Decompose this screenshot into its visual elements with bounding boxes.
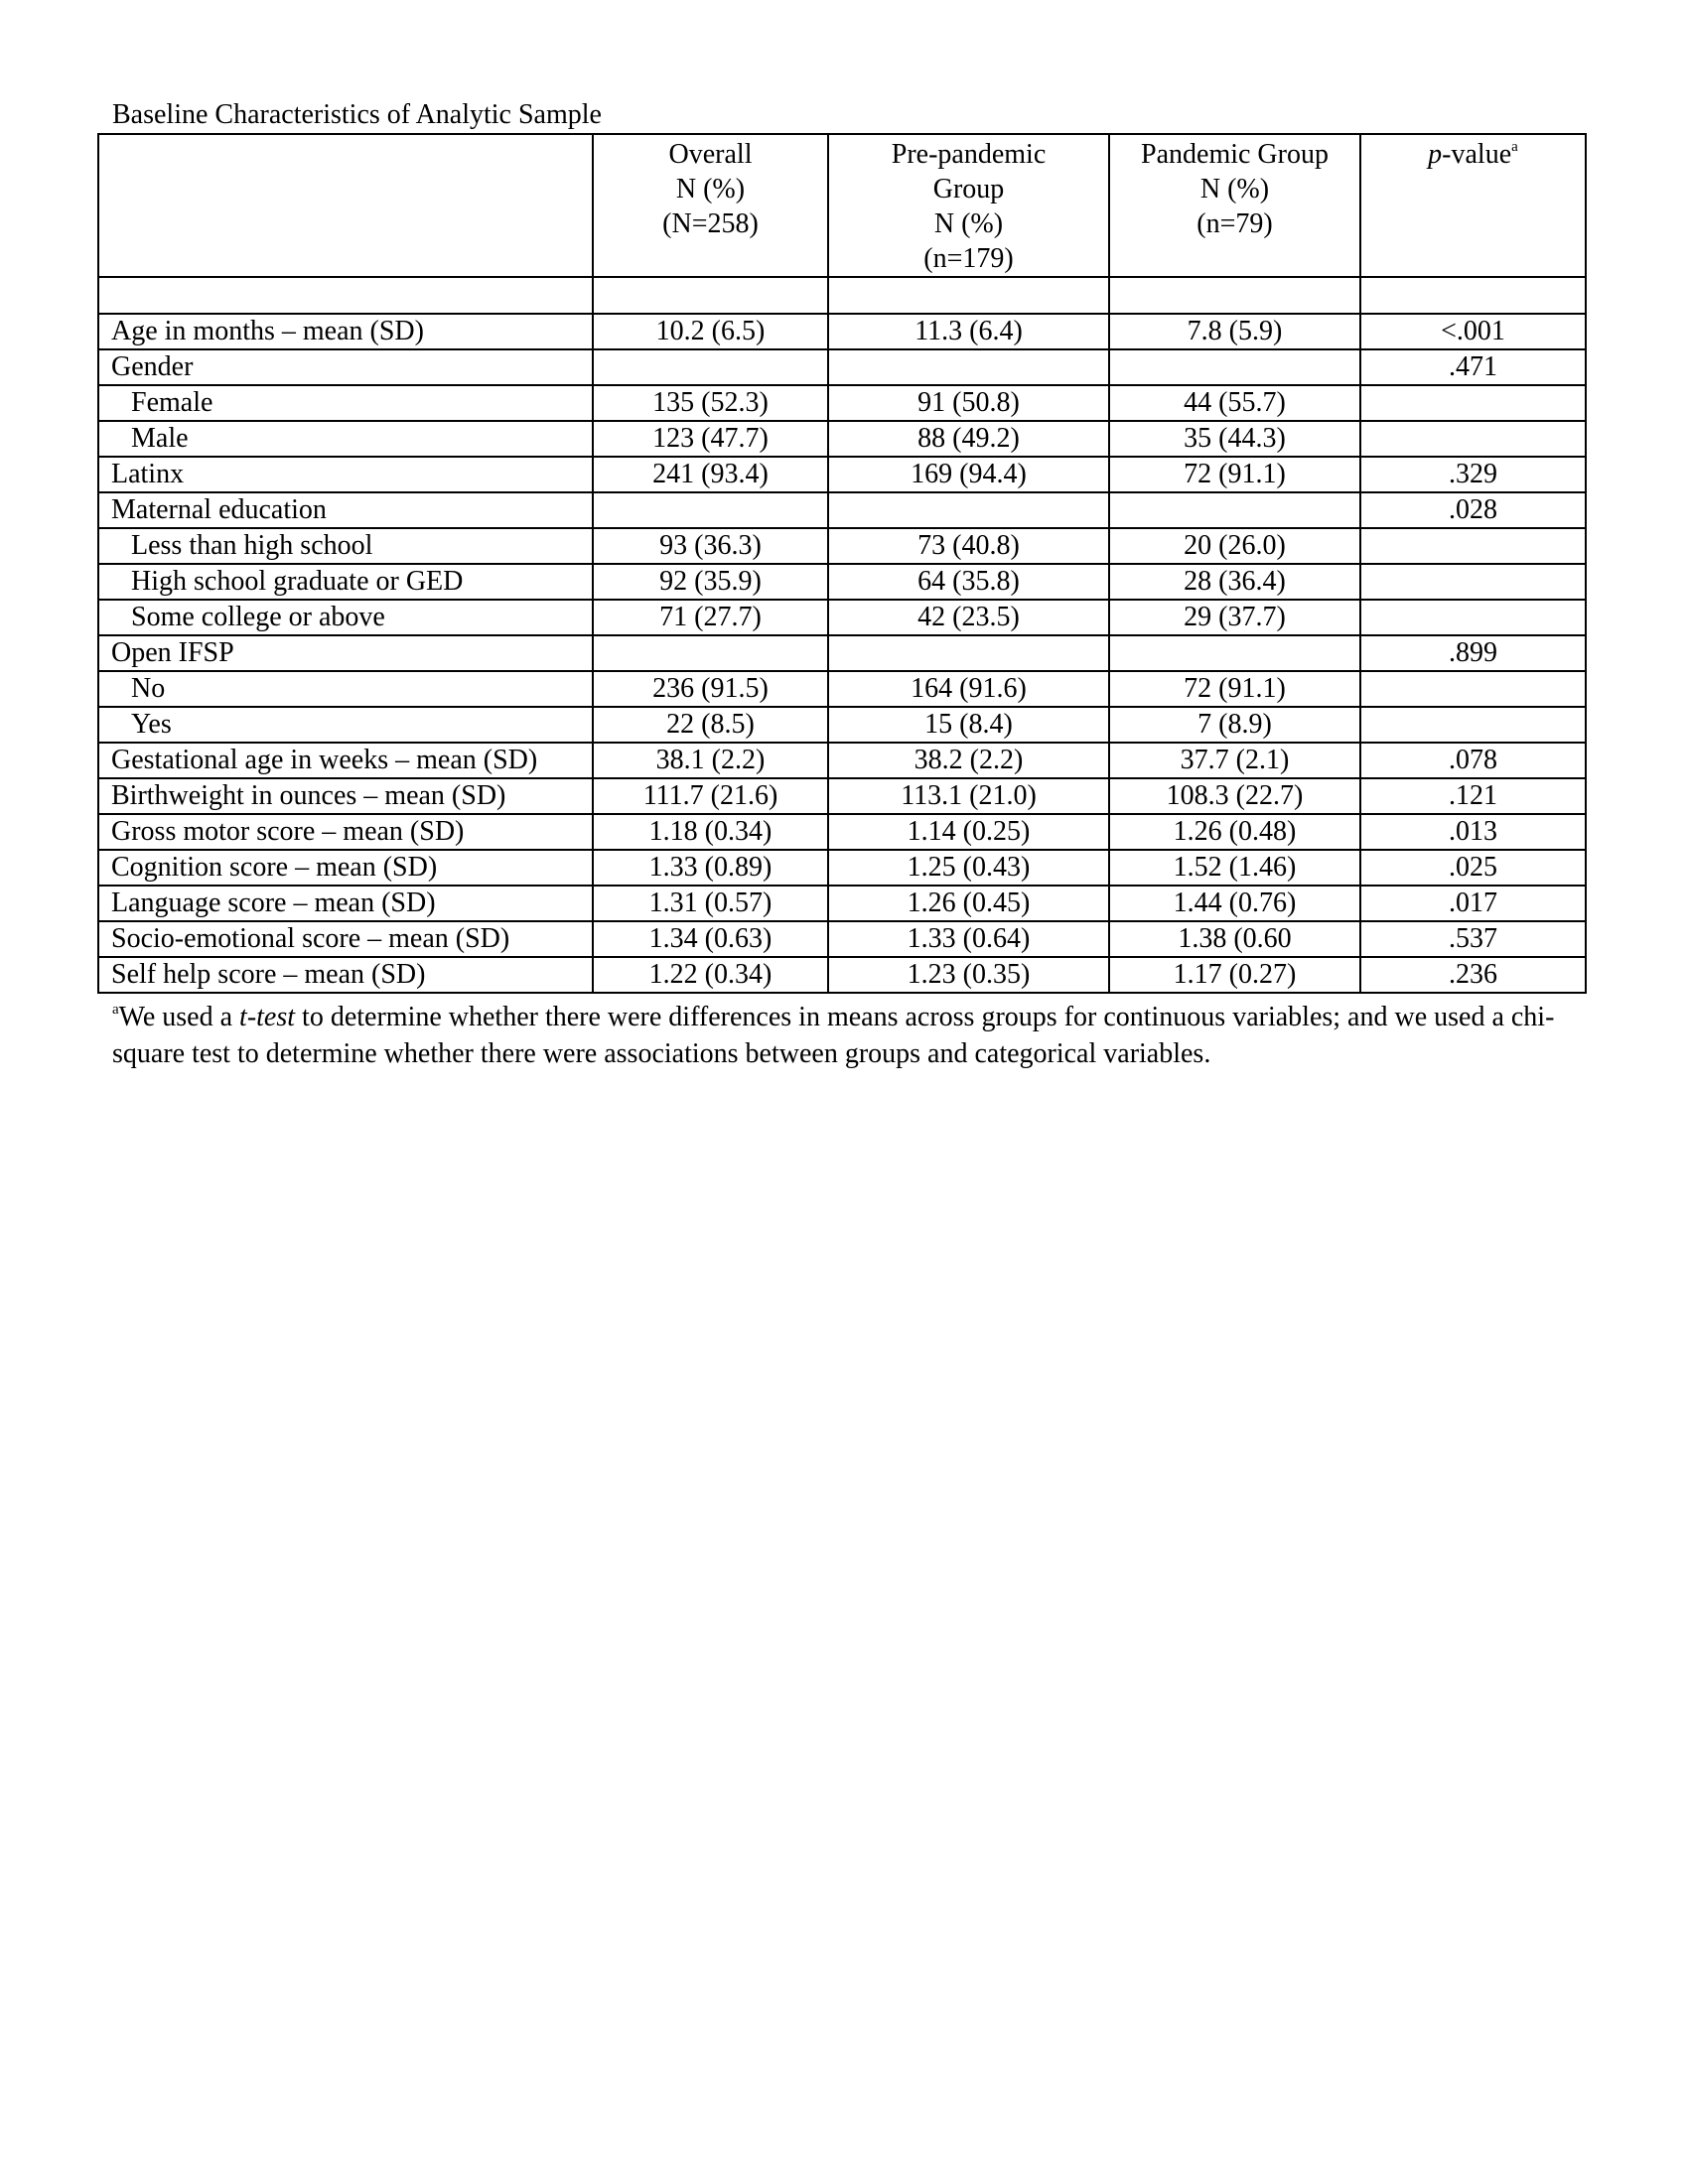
cell-prepandemic: 164 (91.6) [828, 671, 1109, 707]
table-row [98, 850, 1586, 886]
cell-pandemic: 20 (26.0) [1109, 528, 1360, 564]
cell-prepandemic: 1.14 (0.25) [828, 814, 1109, 850]
table-row [98, 314, 1586, 349]
cell-pandemic [1109, 349, 1360, 385]
table-row [98, 528, 1586, 564]
cell-pandemic: 1.38 (0.60 [1109, 921, 1360, 957]
cell-overall: 135 (52.3) [593, 385, 828, 421]
cell-pandemic: 72 (91.1) [1109, 457, 1360, 492]
row-label: Maternal education [98, 492, 593, 528]
table-caption: Baseline Characteristics of Analytic Sample [112, 99, 602, 130]
row-label: Gross motor score – mean (SD) [98, 814, 593, 850]
table-spacer-row [98, 277, 1586, 314]
table-row [98, 349, 1586, 385]
cell-pvalue: .013 [1360, 814, 1586, 850]
table-row [98, 635, 1586, 671]
table-row [98, 707, 1586, 743]
row-label: Gender [98, 349, 593, 385]
header-pandemic [1109, 134, 1360, 277]
header-overall-line-3: (N=258) [662, 208, 759, 239]
cell-overall [593, 492, 828, 528]
cell-prepandemic: 64 (35.8) [828, 564, 1109, 600]
cell-pandemic: 1.17 (0.27) [1109, 957, 1360, 993]
cell-pandemic: 1.52 (1.46) [1109, 850, 1360, 886]
row-label: Socio-emotional score – mean (SD) [98, 921, 593, 957]
header-pvalue-footnote-marker: a [1511, 139, 1518, 155]
cell-pvalue: .028 [1360, 492, 1586, 528]
cell-prepandemic: 113.1 (21.0) [828, 778, 1109, 814]
cell-pvalue: <.001 [1360, 314, 1586, 349]
footnote-text-1: We used a [118, 1002, 240, 1032]
cell-pandemic: 29 (37.7) [1109, 600, 1360, 635]
header-pandemic-line-2: N (%) [1199, 174, 1270, 205]
row-label: Male [98, 421, 593, 457]
cell-pvalue [1360, 528, 1586, 564]
header-overall-line-2: N (%) [675, 174, 746, 205]
cell-pvalue: .025 [1360, 850, 1586, 886]
row-label: Language score – mean (SD) [98, 886, 593, 921]
row-label: Age in months – mean (SD) [98, 314, 593, 349]
cell-pandemic: 44 (55.7) [1109, 385, 1360, 421]
cell-prepandemic: 42 (23.5) [828, 600, 1109, 635]
row-label: Open IFSP [98, 635, 593, 671]
table-row [98, 957, 1586, 993]
cell-pandemic [1109, 492, 1360, 528]
cell-overall: 38.1 (2.2) [593, 743, 828, 778]
cell-overall: 111.7 (21.6) [593, 778, 828, 814]
cell-overall: 1.18 (0.34) [593, 814, 828, 850]
row-label: Some college or above [98, 600, 593, 635]
header-prepandemic-line-4: (n=179) [923, 243, 1014, 274]
cell-prepandemic: 38.2 (2.2) [828, 743, 1109, 778]
cell-overall: 1.22 (0.34) [593, 957, 828, 993]
header-prepandemic-line-3: N (%) [933, 208, 1004, 239]
cell-pandemic: 1.44 (0.76) [1109, 886, 1360, 921]
cell-overall: 1.31 (0.57) [593, 886, 828, 921]
header-pandemic-line-3: (n=79) [1196, 208, 1273, 239]
cell-pvalue [1360, 421, 1586, 457]
cell-pandemic: 1.26 (0.48) [1109, 814, 1360, 850]
cell-pvalue: .017 [1360, 886, 1586, 921]
row-label: No [98, 671, 593, 707]
header-pvalue [1360, 134, 1586, 277]
cell-pvalue: .899 [1360, 635, 1586, 671]
cell-overall: 22 (8.5) [593, 707, 828, 743]
header-overall-line-1: Overall [668, 139, 753, 170]
cell-prepandemic: 1.33 (0.64) [828, 921, 1109, 957]
footnote-text-italic: t-test [239, 1002, 296, 1032]
table-row [98, 421, 1586, 457]
cell-prepandemic: 1.23 (0.35) [828, 957, 1109, 993]
spacer-cell [1360, 277, 1586, 314]
spacer-cell [98, 277, 593, 314]
cell-prepandemic [828, 492, 1109, 528]
cell-pandemic: 37.7 (2.1) [1109, 743, 1360, 778]
cell-pandemic: 108.3 (22.7) [1109, 778, 1360, 814]
header-prepandemic-line-1: Pre-pandemic [891, 139, 1047, 170]
cell-overall: 123 (47.7) [593, 421, 828, 457]
table-header-row [98, 134, 1586, 277]
cell-overall [593, 349, 828, 385]
spacer-cell [593, 277, 828, 314]
row-label: Latinx [98, 457, 593, 492]
cell-prepandemic: 11.3 (6.4) [828, 314, 1109, 349]
table-row [98, 778, 1586, 814]
cell-pandemic: 35 (44.3) [1109, 421, 1360, 457]
cell-pvalue: .471 [1360, 349, 1586, 385]
table-row [98, 886, 1586, 921]
cell-prepandemic: 169 (94.4) [828, 457, 1109, 492]
cell-prepandemic: 1.25 (0.43) [828, 850, 1109, 886]
header-variable [98, 134, 593, 277]
row-label: Female [98, 385, 593, 421]
header-pvalue-text: -value [1442, 139, 1512, 170]
cell-overall: 241 (93.4) [593, 457, 828, 492]
row-label: High school graduate or GED [98, 564, 593, 600]
cell-pvalue [1360, 600, 1586, 635]
header-pandemic-line-1: Pandemic Group [1141, 139, 1329, 170]
header-overall [593, 134, 828, 277]
table-row [98, 564, 1586, 600]
cell-pvalue: .121 [1360, 778, 1586, 814]
table-row [98, 492, 1586, 528]
table-row [98, 600, 1586, 635]
cell-pvalue [1360, 385, 1586, 421]
row-label: Yes [98, 707, 593, 743]
cell-overall [593, 635, 828, 671]
table-body [98, 277, 1586, 993]
cell-pandemic: 7 (8.9) [1109, 707, 1360, 743]
row-label: Less than high school [98, 528, 593, 564]
header-pvalue-italic: p [1428, 139, 1443, 170]
table-row [98, 814, 1586, 850]
cell-pvalue [1360, 671, 1586, 707]
cell-overall: 236 (91.5) [593, 671, 828, 707]
cell-pvalue [1360, 564, 1586, 600]
cell-overall: 71 (27.7) [593, 600, 828, 635]
cell-overall: 1.33 (0.89) [593, 850, 828, 886]
cell-pandemic: 7.8 (5.9) [1109, 314, 1360, 349]
baseline-characteristics-table [97, 133, 1587, 994]
table-row [98, 457, 1586, 492]
cell-pandemic: 28 (36.4) [1109, 564, 1360, 600]
row-label: Birthweight in ounces – mean (SD) [98, 778, 593, 814]
table-row [98, 671, 1586, 707]
cell-prepandemic [828, 349, 1109, 385]
cell-overall: 10.2 (6.5) [593, 314, 828, 349]
cell-pvalue [1360, 707, 1586, 743]
cell-overall: 1.34 (0.63) [593, 921, 828, 957]
spacer-cell [828, 277, 1109, 314]
cell-prepandemic: 73 (40.8) [828, 528, 1109, 564]
table-row [98, 385, 1586, 421]
cell-prepandemic [828, 635, 1109, 671]
cell-prepandemic: 91 (50.8) [828, 385, 1109, 421]
cell-overall: 93 (36.3) [593, 528, 828, 564]
row-label: Gestational age in weeks – mean (SD) [98, 743, 593, 778]
table-row [98, 743, 1586, 778]
header-prepandemic [828, 134, 1109, 277]
cell-prepandemic: 15 (8.4) [828, 707, 1109, 743]
cell-pvalue: .537 [1360, 921, 1586, 957]
footnote-marker: a [112, 1002, 119, 1018]
spacer-cell [1109, 277, 1360, 314]
footnote-text-2: to determine whether there were differences in means across groups for continuous variables; and we used a chi-square test to determine whether there were associations between groups and categorical variables. [112, 1002, 1555, 1069]
cell-pandemic [1109, 635, 1360, 671]
cell-overall: 92 (35.9) [593, 564, 828, 600]
cell-prepandemic: 88 (49.2) [828, 421, 1109, 457]
cell-pvalue: .329 [1360, 457, 1586, 492]
cell-pvalue: .078 [1360, 743, 1586, 778]
cell-pandemic: 72 (91.1) [1109, 671, 1360, 707]
cell-pvalue: .236 [1360, 957, 1586, 993]
table-row [98, 921, 1586, 957]
cell-prepandemic: 1.26 (0.45) [828, 886, 1109, 921]
row-label: Self help score – mean (SD) [98, 957, 593, 993]
table-footnote [112, 999, 1582, 1072]
row-label: Cognition score – mean (SD) [98, 850, 593, 886]
header-prepandemic-line-2: Group [932, 174, 1005, 205]
